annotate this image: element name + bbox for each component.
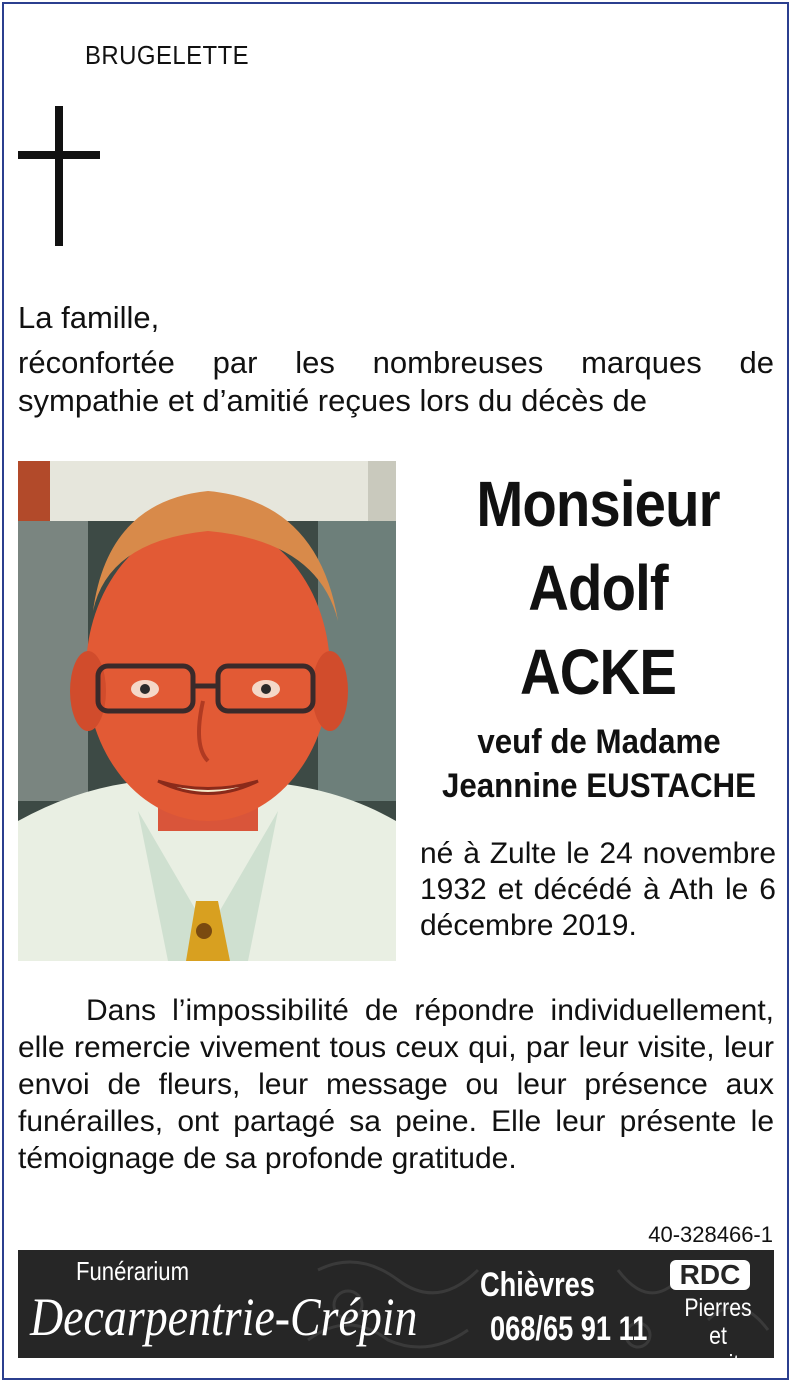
thanks-message: Dans l’impossibilité de répondre individuellement, elle remercie vivement tous ceux qui, par leur visite, leur envoi de fleurs, leur message ou leur présence aux funérailles, ont partagé sa peine. Elle leur présente le témoignage de sa profonde gratitude.: [18, 994, 774, 1175]
widow-info: [434, 720, 763, 808]
funeral-home-name: Decarpentrie-Crépin: [30, 1287, 418, 1347]
portrait-photo: [18, 461, 396, 961]
rdc-tagline: [676, 1294, 761, 1378]
funeral-home-city: Chièvres: [480, 1266, 595, 1304]
deceased-last-name: ACKE: [519, 636, 677, 708]
widow-line-2: Jeannine EUSTACHE: [441, 767, 757, 805]
rdc-logo: RDC: [670, 1260, 750, 1290]
rdc-tagline-1: Pierres: [684, 1294, 752, 1322]
funeral-home-label: Funérarium: [76, 1256, 189, 1286]
birth-death-dates: né à Zulte le 24 novembre 1932 et décédé à Ath le 6 décembre 2019.: [420, 837, 776, 942]
rdc-tagline-2: et granits: [686, 1322, 750, 1378]
widow-line-1: veuf de Madame: [477, 723, 721, 761]
deceased-title: Monsieur: [476, 468, 720, 540]
portrait-illustration: [18, 461, 396, 961]
funeral-home-phone: 068/65 91 11: [490, 1310, 648, 1348]
funeral-home-banner: [18, 1250, 774, 1378]
intro-text: réconfortée par les nombreuses marques de sympathie et d’amitié reçues lors du décès de: [18, 345, 774, 418]
deceased-first-name: Adolf: [528, 552, 668, 624]
cross-icon: [18, 106, 100, 246]
intro-line: La famille,: [18, 300, 160, 335]
deceased-name: [434, 462, 761, 714]
reference-number: 40-328466-1: [648, 1222, 773, 1247]
town-name: BRUGELETTE: [85, 40, 250, 70]
